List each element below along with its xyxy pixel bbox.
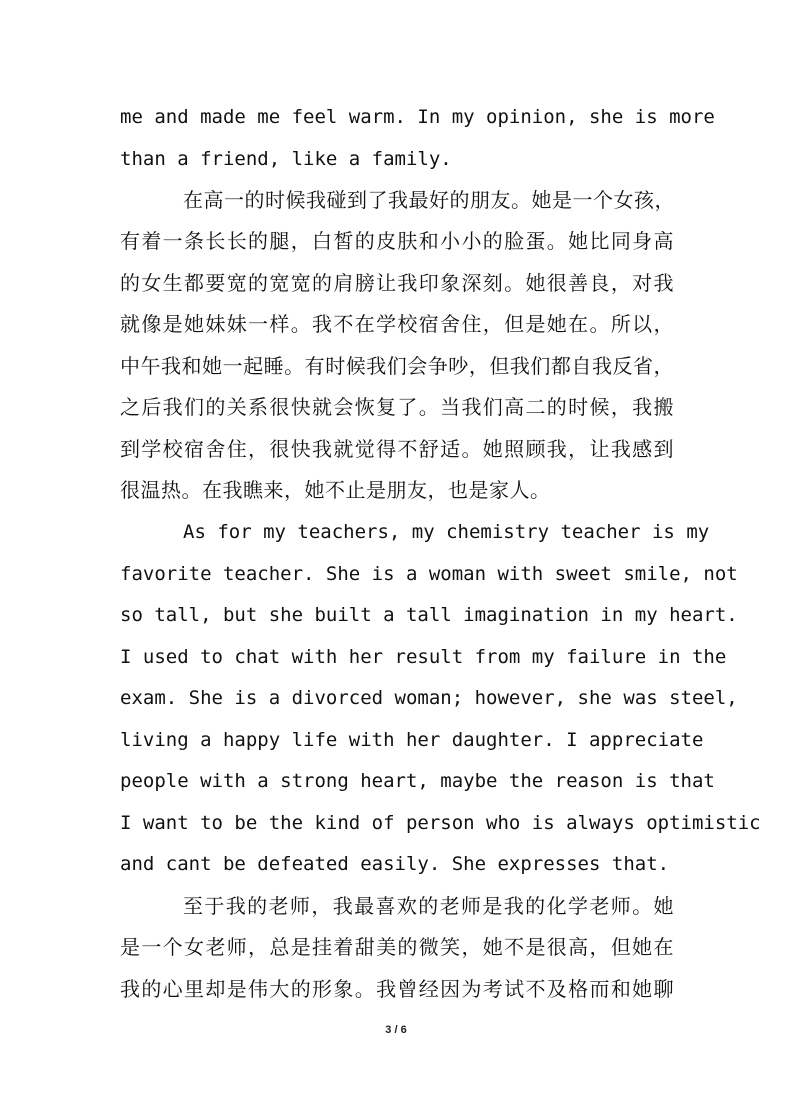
text-line-19: and cant be defeated easily. She expresses that. xyxy=(120,853,670,875)
page-number: 3 / 6 xyxy=(385,1024,407,1036)
text-line-18: I want to be the kind of person who is always optimistic xyxy=(120,812,761,834)
text-line-1: me and made me feel warm. In my opinion, she is more xyxy=(120,106,715,128)
text-line-13: so tall, but she built a tall imagination in my heart. xyxy=(120,604,738,626)
text-line-15: exam. She is a divorced woman; however, she was steel, xyxy=(120,687,738,709)
text-line-14: I used to chat with her result from my failure in the xyxy=(120,646,727,668)
text-line-9: 到学校宿舍住，很快我就觉得不舒适。她照顾我，让我感到 xyxy=(120,437,674,461)
text-line-17: people with a strong heart, maybe the reason is that xyxy=(120,770,715,792)
text-line-8: 之后我们的关系很快就会恢复了。当我们高二的时候，我搬 xyxy=(120,395,674,419)
text-line-11: As for my teachers, my chemistry teacher is my xyxy=(183,521,710,543)
text-line-2: than a friend, like a family. xyxy=(120,148,452,170)
text-line-7: 中午我和她一起睡。有时候我们会争吵，但我们都自我反省， xyxy=(120,354,674,378)
text-line-21: 是一个女老师，总是挂着甜美的微笑，她不是很高，但她在 xyxy=(120,935,674,959)
text-line-16: living a happy life with her daughter. I appreciate xyxy=(120,729,704,751)
text-line-22: 我的心里却是伟大的形象。我曾经因为考试不及格而和她聊 xyxy=(120,977,674,1001)
text-line-10: 很温热。在我瞧来，她不止是朋友，也是家人。 xyxy=(120,478,551,502)
text-line-5: 的女生都要宽的宽宽的肩膀让我印象深刻。她很善良，对我 xyxy=(120,271,674,295)
text-line-20: 至于我的老师，我最喜欢的老师是我的化学老师。她 xyxy=(183,894,674,918)
text-line-6: 就像是她妹妹一样。我不在学校宿舍住，但是她在。所以， xyxy=(120,312,674,336)
text-line-12: favorite teacher. She is a woman with sweet smile, not xyxy=(120,563,738,585)
text-line-4: 有着一条长长的腿，白皙的皮肤和小小的脸蛋。她比同身高 xyxy=(120,229,674,253)
text-line-3: 在高一的时候我碰到了我最好的朋友。她是一个女孩， xyxy=(183,188,675,212)
